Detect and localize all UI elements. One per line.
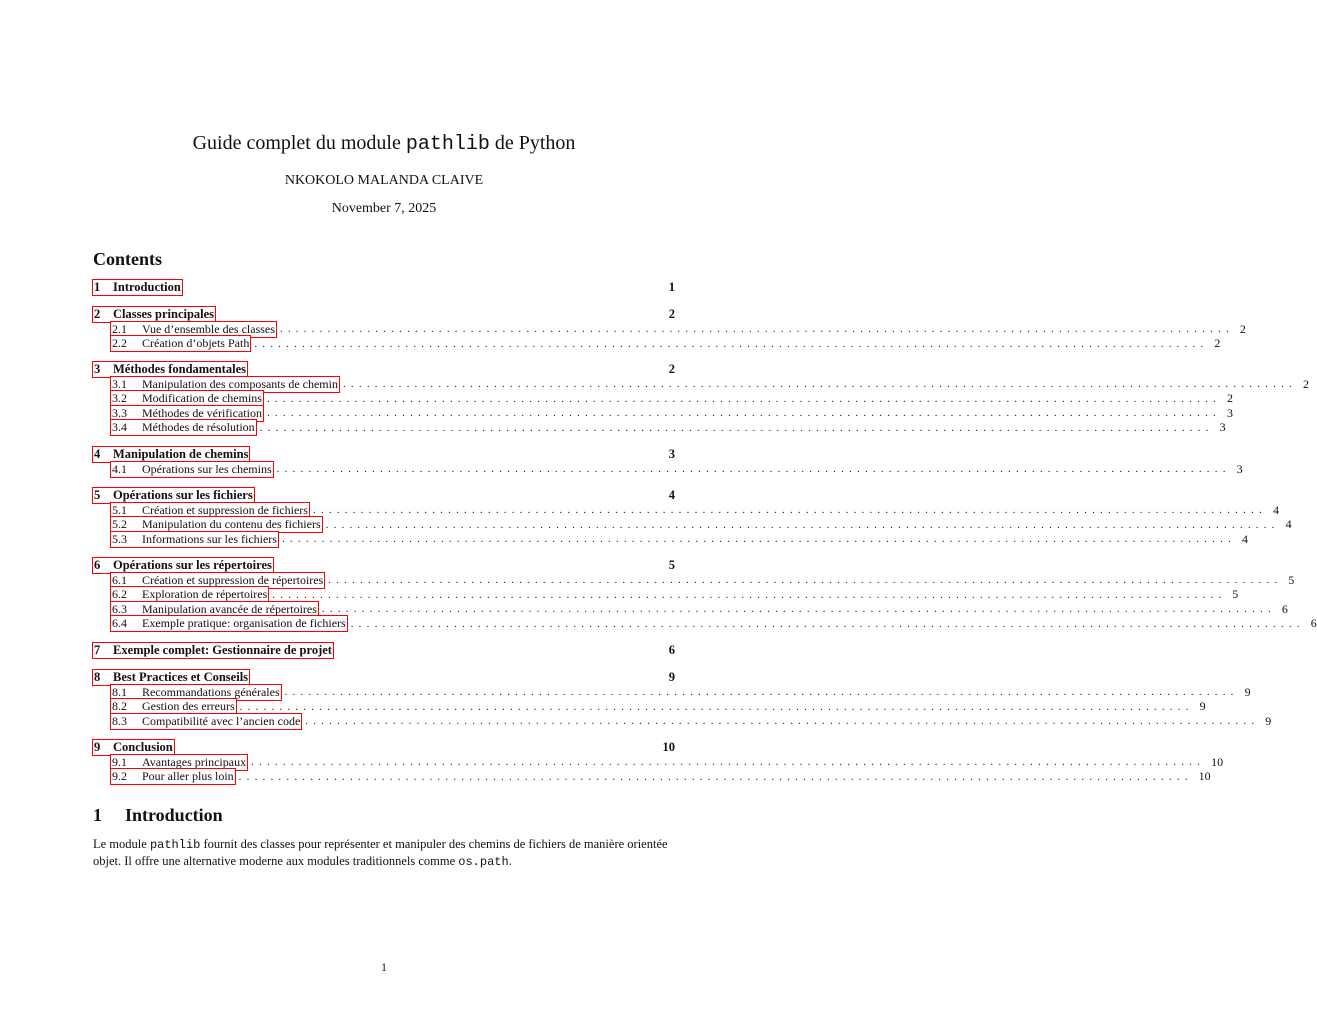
toc-number: 5.1 [112,502,127,517]
toc-subsection-3-2 [93,391,1233,406]
toc-link[interactable] [93,488,254,503]
toc-link[interactable] [111,714,301,729]
toc-number: 5.3 [112,531,127,546]
toc-page-number: 4 [668,488,675,502]
toc-title: Manipulation de chemins [113,447,249,461]
toc-link[interactable] [111,462,273,477]
toc-page-number: 2 [668,362,675,376]
toc-subsection-8-2 [93,699,1206,714]
toc-leader-dots: ........................................................................................................................ [272,588,1227,601]
toc-section-6 [93,558,675,573]
toc-subsection-4-1 [93,461,1243,477]
toc-number: 2.2 [112,336,127,351]
inline-code-pathlib: pathlib [149,838,201,852]
toc-title: Introduction [113,280,181,294]
toc-title: Création et suppression de répertoires [142,572,324,587]
toc-section-4 [93,447,675,462]
toc-page-number: 2 [668,307,675,321]
toc-leader-dots: ........................................................................................................................ [281,533,1236,546]
toc-subsection-3-3 [93,405,1233,421]
toc-number: 3.4 [112,420,127,435]
toc-title: Manipulation avancée de répertoires [142,601,317,616]
toc-number: 7 [94,643,101,657]
toc-number: 3.3 [112,405,127,420]
title-prefix: Guide complet du module [192,132,406,154]
toc-page-number: 2 [1214,336,1221,351]
para-text: . [508,854,512,868]
toc-number: 4 [94,447,101,461]
toc-link[interactable] [111,573,324,588]
toc-leader-dots: ........................................................................................................................ [266,407,1221,420]
para-text: Le module [93,837,150,851]
para-text: fournit des classes pour représenter et manipuler des chemins de fichiers de manière orientée objet. Il offre une alternative moderne aux modules traditionnels comme [93,837,668,868]
toc-subsection-3-1 [93,376,1309,392]
toc-link[interactable] [111,755,247,770]
toc-link[interactable] [111,769,235,784]
toc-leader-dots: ........................................................................................................................ [312,504,1267,517]
toc-link[interactable] [111,336,250,351]
toc-page-number: 9 [1265,713,1272,728]
toc-title: Création et suppression de fichiers [142,502,308,517]
toc-page-number: 3 [1236,461,1243,476]
toc-link[interactable] [111,377,339,392]
toc-number: 8.2 [112,699,127,714]
toc-title: Opérations sur les répertoires [113,558,272,572]
toc-subsection-2-2 [93,336,1221,351]
toc-number: 6.1 [112,572,127,587]
page-number: 1 [381,960,387,974]
toc-number: 6 [94,558,101,572]
toc-page-number: 3 [668,447,675,461]
toc-leader-dots: ........................................................................................................................ [325,518,1280,531]
toc-link[interactable] [93,670,249,685]
toc-link[interactable] [111,406,263,421]
toc-page-number: 2 [1302,376,1309,391]
toc-title: Modification de chemins [142,391,262,406]
toc-title: Création d’objets Path [142,336,250,351]
toc-title: Best Practices et Conseils [113,670,249,684]
toc-number: 8.3 [112,713,127,728]
toc-title: Conclusion [113,740,173,754]
toc-leader-dots: ........................................................................................................................ [279,323,1234,336]
document-date: November 7, 2025 [331,201,437,216]
toc-title: Avantages principaux [142,754,247,769]
toc-page-number: 3 [1226,405,1233,420]
toc-section-1 [93,280,675,295]
toc-page-number: 5 [668,558,675,572]
toc-title: Pour aller plus loin [142,769,234,784]
toc-subsection-6-4 [93,616,1317,631]
toc-number: 6.4 [112,616,127,631]
toc-leader-dots: ........................................................................................................................ [238,770,1193,783]
toc-link[interactable] [111,602,318,617]
toc-leader-dots: ........................................................................................................................ [276,463,1231,476]
toc-page-number: 5 [1232,587,1239,602]
document-author: NKOKOLO MALANDA CLAIVE [284,173,484,188]
intro-paragraph [93,836,676,870]
toc-subsection-2-1 [93,321,1246,337]
toc-page-number: 2 [1226,391,1233,406]
toc-page-number: 10 [1211,754,1224,769]
toc-page-number: 9 [668,670,675,684]
toc-page-number: 9 [1244,684,1251,699]
toc-subsection-8-1 [93,684,1251,700]
toc-title: Exemple pratique: organisation de fichiers [142,616,346,631]
toc-page-number: 1 [668,280,675,294]
toc-leader-dots: ........................................................................................................................ [251,756,1206,769]
title-suffix: de Python [489,132,576,154]
toc-link[interactable] [93,558,273,573]
toc-number: 3 [94,362,101,376]
toc-leader-dots: ........................................................................................................................ [259,421,1214,434]
toc-link[interactable] [111,587,268,602]
toc-title: Classes principales [113,307,215,321]
toc-link[interactable] [93,643,333,658]
toc-link[interactable] [111,532,278,547]
toc-title: Manipulation des composants de chemin [142,376,338,391]
toc-heading: Contents [93,249,163,269]
toc-leader-dots: ........................................................................................................................ [254,337,1209,350]
toc-link[interactable] [93,740,174,755]
inline-code-os-path: os.path [458,855,509,869]
toc-leader-dots: ........................................................................................................................ [266,392,1221,405]
toc-subsection-5-1 [93,502,1279,518]
toc-subsection-8-3 [93,713,1272,729]
toc-subsection-9-1 [93,754,1224,770]
toc-title: Informations sur les fichiers [142,531,277,546]
toc-subsection-5-3 [93,531,1248,547]
toc-number: 8 [94,670,101,684]
toc-title: Compatibilité avec l’ancien code [142,713,301,728]
toc-section-9 [93,740,675,755]
toc-leader-dots: ........................................................................................................................ [284,686,1239,699]
toc-link[interactable] [93,307,215,322]
toc-section-3 [93,362,675,377]
toc-page-number: 4 [1241,531,1248,546]
toc-link[interactable] [93,447,249,462]
toc-page-number: 2 [1239,321,1246,336]
toc-leader-dots: ........................................................................................................................ [328,574,1283,587]
document-title [0,132,768,156]
toc-section-5 [93,488,675,503]
toc-link[interactable] [111,322,276,337]
toc-title: Vue d’ensemble des classes [142,321,275,336]
toc-section-8 [93,670,675,685]
toc-page-number: 9 [1199,699,1206,714]
toc-number: 1 [94,280,101,294]
toc-link[interactable] [111,391,263,406]
toc-number: 8.1 [112,684,127,699]
section-title: Introduction [125,805,223,825]
toc-number: 5.2 [112,517,127,532]
toc-number: 6.3 [112,601,127,616]
toc-number: 3.1 [112,376,127,391]
toc-section-7 [93,643,675,658]
toc-title: Opérations sur les chemins [142,461,272,476]
toc-number: 9.1 [112,754,127,769]
toc-leader-dots: ........................................................................................................................ [239,700,1194,713]
toc-subsection-6-2 [93,587,1239,602]
toc-subsection-9-2 [93,769,1211,784]
toc-title: Méthodes de vérification [142,405,262,420]
toc-page-number: 4 [1285,517,1292,532]
toc-number: 2 [94,307,101,321]
toc-link[interactable] [93,362,247,377]
toc-link[interactable] [111,616,347,631]
toc-page-number: 3 [1219,420,1226,435]
toc-number: 9.2 [112,769,127,784]
toc-number: 6.2 [112,587,127,602]
toc-number: 3.2 [112,391,127,406]
section-number: 1 [93,805,102,825]
toc-leader-dots: ........................................................................................................................ [321,603,1276,616]
toc-leader-dots: ........................................................................................................................ [350,617,1305,630]
toc-page-number: 5 [1288,572,1295,587]
toc-section-2 [93,307,675,322]
toc-page-number: 4 [1272,502,1279,517]
toc-title: Gestion des erreurs [142,699,235,714]
toc-title: Opérations sur les fichiers [113,488,253,502]
toc-link[interactable] [111,503,309,518]
toc-page-number: 10 [1198,769,1211,784]
toc-link[interactable] [93,280,182,295]
toc-link[interactable] [111,517,322,532]
toc-leader-dots: ........................................................................................................................ [342,378,1297,391]
toc-page-number: 6 [668,643,675,657]
toc-title: Recommandations générales [142,684,280,699]
toc-number: 5 [94,488,101,502]
toc-subsection-3-4 [93,420,1226,435]
toc-link[interactable] [111,685,281,700]
toc-page-number: 6 [1281,601,1288,616]
toc-title: Exemple complet: Gestionnaire de projet [113,643,332,657]
toc-link[interactable] [111,420,256,435]
section-heading-introduction [93,805,223,826]
toc-subsection-6-3 [93,601,1288,617]
toc-number: 2.1 [112,321,127,336]
toc-link[interactable] [111,699,236,714]
title-code: pathlib [405,133,490,156]
toc-number: 4.1 [112,461,127,476]
toc-subsection-5-2 [93,517,1292,532]
toc-title: Méthodes fondamentales [113,362,246,376]
toc-subsection-6-1 [93,572,1295,588]
toc-page-number: 6 [1310,616,1317,631]
toc-leader-dots: ........................................................................................................................ [305,715,1260,728]
toc-title: Exploration de répertoires [142,587,268,602]
toc-title: Méthodes de résolution [142,420,255,435]
toc-page-number: 10 [662,740,675,754]
toc-title: Manipulation du contenu des fichiers [142,517,321,532]
toc-number: 9 [94,740,101,754]
